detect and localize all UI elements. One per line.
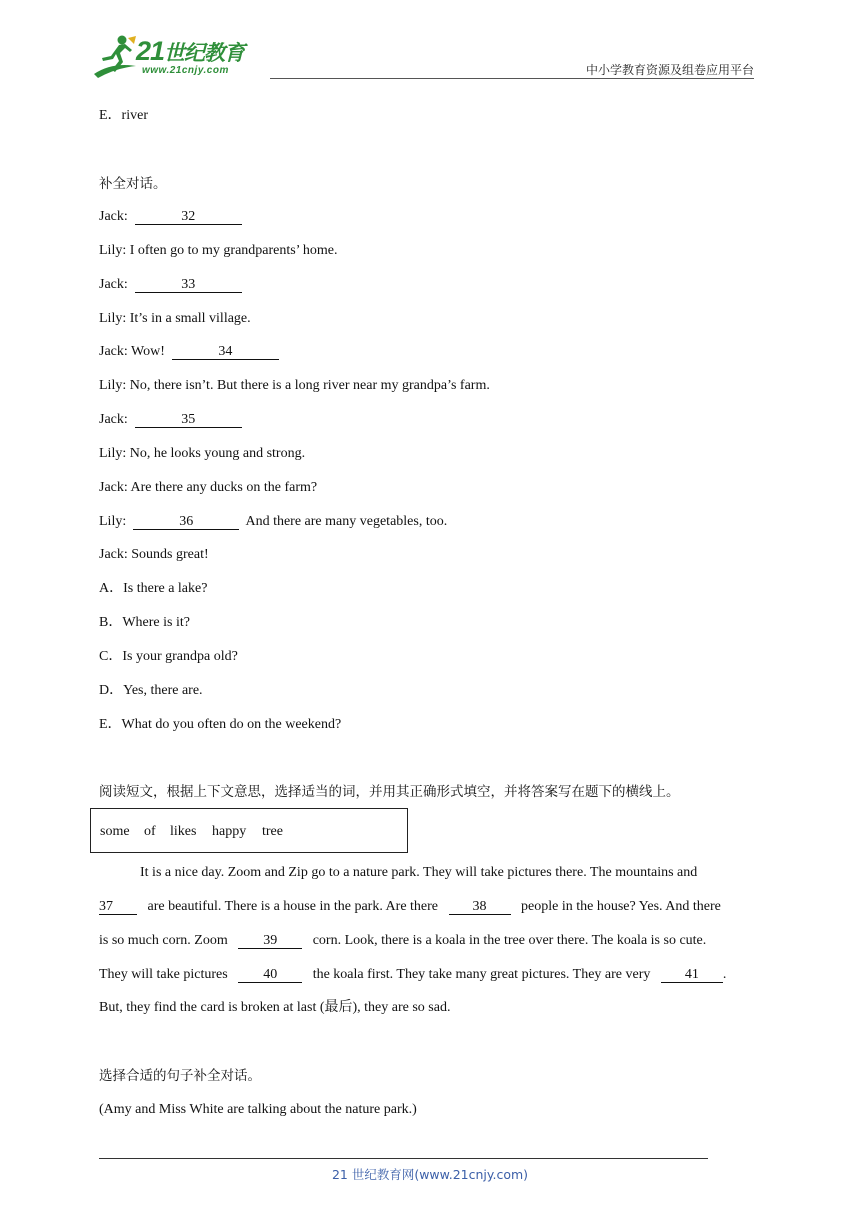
word-bank-item: of — [144, 824, 156, 839]
word-bank-item: some — [100, 824, 130, 839]
dialog1-line-2: Lily: I often go to my grandparents’ home. — [99, 243, 338, 258]
dialog1-line-3: Jack: 33 — [99, 276, 242, 294]
platform-name: 中小学教育资源及组卷应用平台 — [585, 63, 754, 77]
dialog1-line-11: Jack: Sounds great! — [99, 547, 209, 562]
blank-34[interactable]: 34 — [172, 344, 279, 360]
word-bank-item: happy — [212, 824, 247, 839]
option-a: A．Is there a lake? — [99, 581, 208, 596]
blank-37[interactable]: 37 — [99, 899, 137, 915]
option-c: C．Is your grandpa old? — [99, 649, 238, 664]
dialog1-line-5: Jack: Wow! 34 — [99, 343, 279, 361]
dialog2-context: (Amy and Miss White are talking about the nature park.) — [99, 1102, 417, 1117]
cloze-instruction: 阅读短文，根据上下文意思，选择适当的词，并用其正确形式填空，并将答案写在题下的横线上。 — [99, 784, 680, 800]
dialog1-instruction: 补全对话。 — [99, 176, 167, 192]
dialog1-line-9: Jack: Are there any ducks on the farm? — [99, 480, 318, 495]
blank-33[interactable]: 33 — [135, 277, 242, 293]
cloze-line-5: But, they find the card is broken at last (最后), they are so sad. — [99, 1000, 451, 1015]
option-e-river: E．river — [99, 108, 148, 123]
dialog1-line-10: Lily: 36 And there are many vegetables, too. — [99, 514, 448, 529]
cloze-line-3: is so much corn. Zoom 39 corn. Look, there is a koala in the tree over there. The koala is so cute. — [99, 933, 707, 948]
dialog1-line-8: Lily: No, he looks young and strong. — [99, 446, 306, 461]
footer-divider — [99, 1158, 708, 1159]
cloze-line-1: It is a nice day. Zoom and Zip go to a nature park. They will take pictures there. The mountains and — [140, 865, 698, 880]
option-e: E．What do you often do on the weekend? — [99, 717, 342, 732]
option-d: D．Yes, there are. — [99, 683, 203, 698]
dialog2-instruction: 选择合适的句子补全对话。 — [99, 1068, 261, 1084]
blank-32[interactable]: 32 — [135, 209, 242, 225]
word-bank — [90, 808, 408, 853]
logo-url: www.21cnjy.com — [142, 65, 229, 76]
runner-logo-icon — [92, 34, 138, 78]
word-bank-item: likes — [170, 824, 197, 839]
page-header — [0, 0, 860, 90]
site-logo — [92, 34, 262, 78]
option-b: B．Where is it? — [99, 615, 190, 630]
blank-40[interactable]: 40 — [238, 967, 302, 983]
blank-39[interactable]: 39 — [238, 933, 302, 949]
blank-36[interactable]: 36 — [133, 514, 239, 530]
blank-35[interactable]: 35 — [135, 412, 242, 428]
dialog1-line-1: Jack: 32 — [99, 208, 242, 226]
footer-link[interactable]: 21 世纪教育网(www.21cnjy.com) — [331, 1167, 529, 1182]
dialog1-line-4: Lily: It’s in a small village. — [99, 311, 251, 326]
blank-38[interactable]: 38 — [449, 899, 511, 915]
word-bank-item: tree — [262, 824, 283, 839]
header-divider — [270, 78, 754, 79]
blank-41[interactable]: 41 — [661, 967, 723, 983]
cloze-line-4: They will take pictures 40 the koala first. They take many great pictures. They are very 41 . — [99, 967, 727, 982]
cloze-line-2: 37 are beautiful. There is a house in the park. Are there 38 people in the house? Yes. And there — [99, 899, 721, 914]
dialog1-line-7: Jack: 35 — [99, 411, 242, 429]
dialog1-line-6: Lily: No, there isn’t. But there is a long river near my grandpa’s farm. — [99, 378, 490, 393]
logo-text: 21世纪教育 — [136, 36, 245, 66]
